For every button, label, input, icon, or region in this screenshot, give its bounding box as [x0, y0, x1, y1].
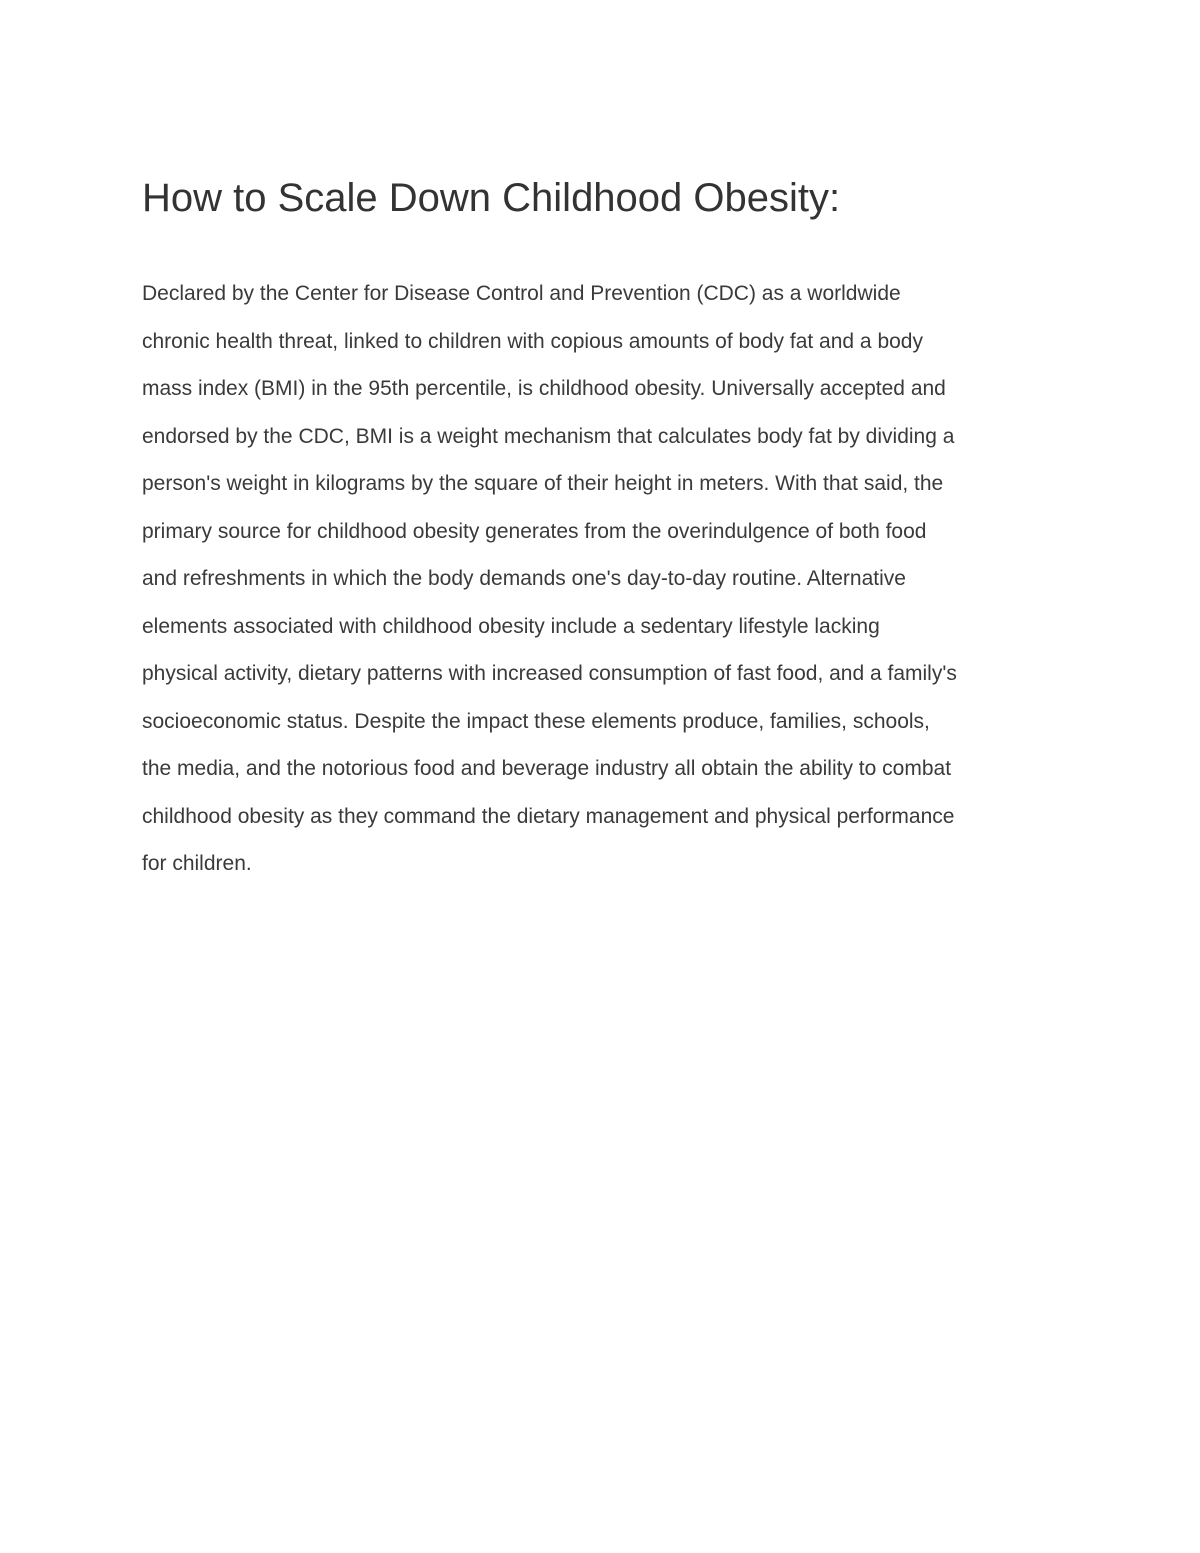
- paragraph-line: physical activity, dietary patterns with increased consumption of fast food, and a family's: [142, 662, 957, 685]
- paragraph-line: socioeconomic status. Despite the impact these elements produce, families, schools,: [142, 709, 930, 733]
- document-title: How to Scale Down Childhood Obesity:: [142, 176, 841, 220]
- paragraph-line: primary source for childhood obesity generates from the overindulgence of both food: [142, 519, 927, 543]
- paragraph-line: mass index (BMI) in the 95th percentile, is childhood obesity. Universally accepted and: [142, 377, 946, 400]
- paragraph-line: person's weight in kilograms by the square of their height in meters. With that said, the: [142, 472, 944, 495]
- paragraph-line: and refreshments in which the body demands one's day-to-day routine. Alternative: [142, 567, 906, 590]
- paragraph-line: elements associated with childhood obesity include a sedentary lifestyle lacking: [142, 614, 880, 638]
- paragraph-line: chronic health threat, linked to children with copious amounts of body fat and a body: [142, 329, 923, 353]
- document-content: [142, 170, 1060, 888]
- paragraph-line: Declared by the Center for Disease Control and Prevention (CDC) as a worldwide: [142, 282, 901, 305]
- body-paragraph: [142, 270, 1060, 888]
- paragraph-line: childhood obesity as they command the dietary management and physical performance: [142, 804, 955, 828]
- paragraph-line: the media, and the notorious food and beverage industry all obtain the ability to combat: [142, 757, 952, 780]
- paragraph-line: for children.: [142, 852, 252, 875]
- paragraph-line: endorsed by the CDC, BMI is a weight mechanism that calculates body fat by dividing a: [142, 424, 955, 448]
